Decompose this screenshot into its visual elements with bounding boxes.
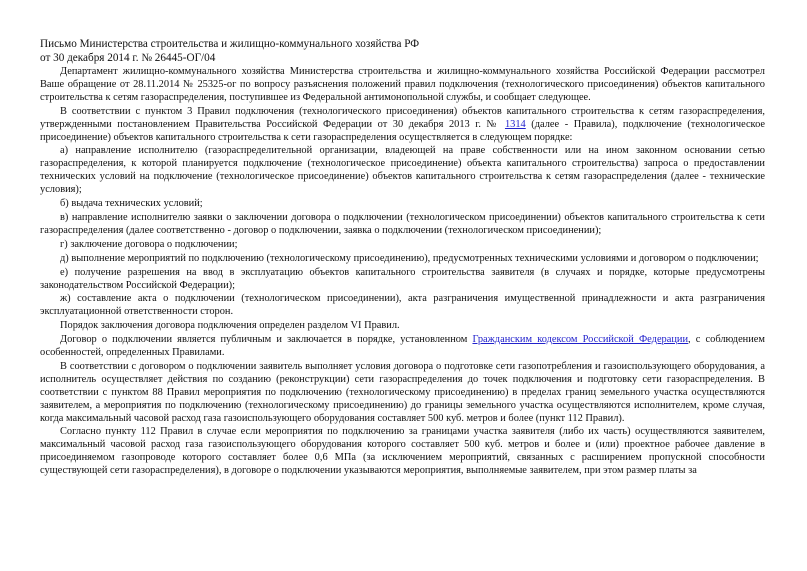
list-item-v: в) направление исполнителю заявки о заключении договора о подключении (технологическом присоединении) объектов капитального строительства к сети газораспределения (далее соответственно - договор о подключении, заявка о подключении (технологическом присоединении); [40,211,765,236]
paragraph-contract-obligations: В соответствии с договором о подключении заявитель выполняет условия договора о подготовке сети газопотребления и газоиспользующего оборудования, а исполнитель осуществляет действия по созданию (реконструкции) сети газораспределения до точек подключения и подготовку сети газораспределения. В соответствии с пунктом 88 Правил мероприятия по подключению (технологическому присоединению) в пределах границ земельного участка осуществляются заявителем, а мероприятия по подключению (технологическому присоединению) до границы земельного участка осуществляются исполнителем, кроме случая, когда максимальный часовой расход газа газоиспользующего оборудования составляет 500 куб. метров и более (пункт 112 Правил). [40,360,765,424]
list-item-e: е) получение разрешения на ввод в эксплуатацию объектов капитального строительства заявителя (в случаях и порядке, которые предусмотрены законодательством Российской Федерации); [40,266,765,291]
paragraph-public-contract-start: Договор о подключении является публичным и заключается в порядке, установленном [60,334,473,346]
document-header [40,37,419,65]
list-item-g: г) заключение договора о подключении; [60,238,238,250]
document-date-number: от 30 декабря 2014 г. № 26445-ОГ/04 [40,52,216,64]
document-body [40,66,765,479]
document-title: Письмо Министерства строительства и жилищно-коммунального хозяйства РФ [40,38,420,50]
list-item-a: а) направление исполнителю (газораспределительной организации, владеющей на праве собственности или на ином законном основании сетью газораспределения, к которой планируется подключение (технологическое присоединение) объекта капитального строительства) запроса о предоставлении технических условий на подключение (технологическое присоединение) объектов капитального строительства к сетям газораспределения (далее - технические условия); [40,145,765,196]
civil-code-link[interactable]: Гражданским кодексом Российской Федерации [472,334,689,346]
paragraph-contract-order: Порядок заключения договора подключения определен разделом VI Правил. [60,320,400,332]
list-item-b: б) выдача технических условий; [60,198,203,210]
resolution-1314-link[interactable]: 1314 [504,118,526,130]
list-item-zh: ж) составление акта о подключении (технологическом присоединении), акта разграничения имущественной принадлежности и акта разграничения эксплуатационной ответственности сторон. [40,293,765,318]
paragraph-rules-order-start: В соответствии с пунктом 3 Правил подключения (технологического присоединения) объектов капитального строительства к сетям газораспределения, утвержденными постановлением Правительства Российской Федерации от 30 декабря 2013 г. № [40,105,765,130]
paragraph-item-112: Согласно пункту 112 Правил в случае если мероприятия по подключению за границами участка заявителя (либо их часть) осуществляются заявителем, максимальный часовой расход газа газоиспользующего оборудования которого составляет 500 куб. метров и более и (или) проектное рабочее давление в присоединяемом газопроводе которого составляет более 0,6 МПа (за исключением мероприятий, связанных с расширением пропускной способности существующей сети газораспределения), в договоре о подключении указываются мероприятия, выполняемые заявителем, при этом размер платы за [40,426,765,477]
paragraph-rules-order [40,106,765,145]
paragraph-public-contract [40,334,765,360]
paragraph-public-contract-end: , с соблюдением особенностей, определенных Правилами. [40,334,765,359]
paragraph-rules-order-end: (далее - Правила), подключение (технологическое присоединение) объектов капитального строительства к сети газораспределения осуществляется в следующем порядке: [40,118,766,143]
list-item-d: д) выполнение мероприятий по подключению (технологическому присоединению), предусмотренных техническими условиями и договором о подключении; [60,252,759,264]
paragraph-intro: Департамент жилищно-коммунального хозяйства Министерства строительства и жилищно-коммунального хозяйства Российской Федерации рассмотрел Ваше обращение от 28.11.2014 № 25325-ог по вопросу разъяснения положений правил подключения (технологического присоединения) объектов капитального строительства к сетям газораспределения, поступившее из Федеральной антимонопольной службы, и сообщает следующее. [40,66,765,103]
